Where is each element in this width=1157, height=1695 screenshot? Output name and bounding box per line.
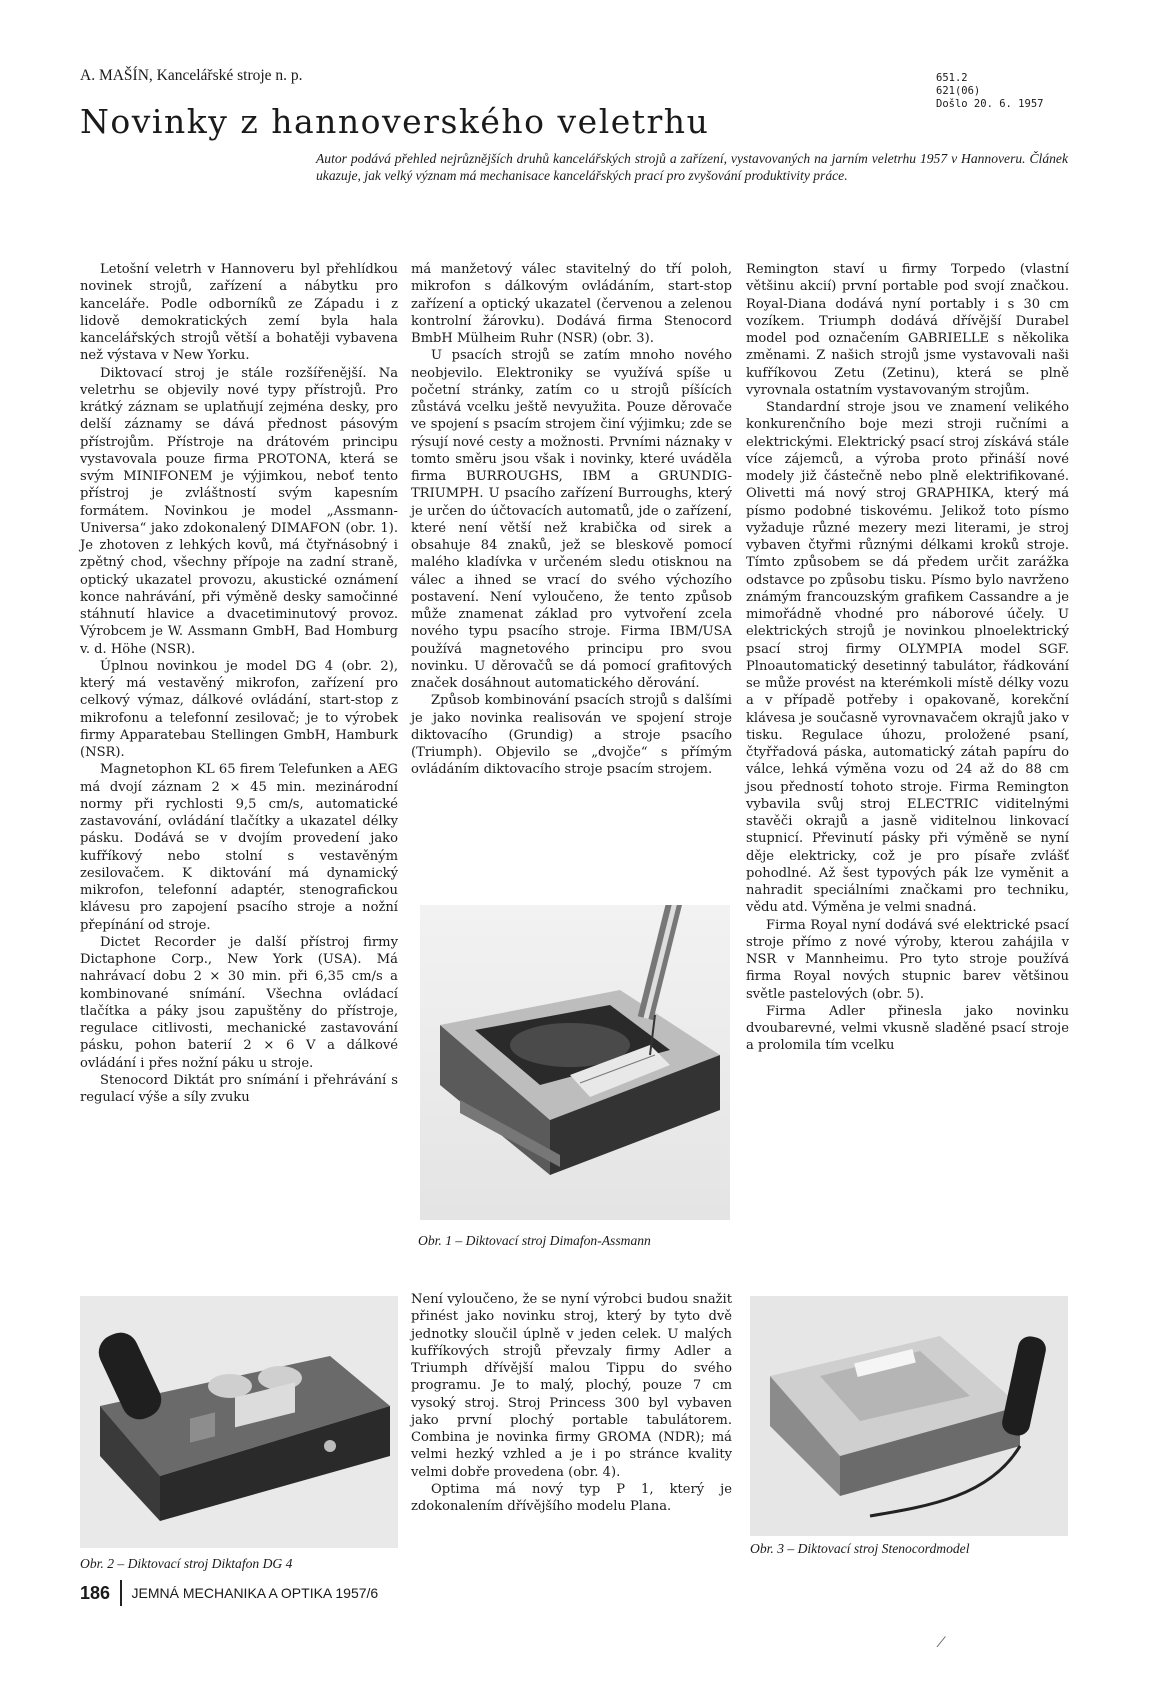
column-1: [80, 261, 398, 1106]
paragraph: Dictet Recorder je další přístroj firmy Dictaphone Corp., New York (USA). Má nahrávací dobu 2 × 30 min. při 6,35 cm/s a kombinované snímání. Všechna ovládací tlačítka a páky jsou zapuštěny do přístroje, regulace citlivosti, mechanické zastavování pásku, pohon baterií 2 × 6 V a dálkové ovládání i přes nožní páku u stroje.: [80, 934, 398, 1071]
paragraph: Remington staví u firmy Torpedo (vlastní většinu akcií) první portable pod svojí značkou. Royal-Diana dodává nyní portably i s 30 cm vozíkem. Triumph dodává dřívější Durabel model pod označením GABRIELLE s několika změnami. Z našich strojů jsme vystavovali naši kufříkovou Zetu (Zetinu), která se plně vyrovnala ostatním vystavovaným strojům.: [746, 262, 1069, 398]
footer-divider: [120, 1580, 122, 1606]
figure-3-caption: Obr. 3 – Diktovací stroj Stenocordmodel: [750, 1541, 970, 1556]
figure-1-caption: Obr. 1 – Diktovací stroj Dimafon-Assmann: [418, 1233, 651, 1248]
udc-code-1: 651.2: [936, 72, 968, 84]
paragraph: Úplnou novinkou je model DG 4 (obr. 2), který má vestavěný mikrofon, zařízení pro celkový výmaz, dálkové ovládání, start-stop z mikrofonu a telefonní zesilovač; je to výrobek firmy Apparatebau Stellingen GmbH, Hamburk (NSR).: [80, 658, 398, 760]
author-line: A. MAŠÍN, Kancelářské stroje n. p.: [80, 67, 303, 84]
paragraph: Způsob kombinování psacích strojů s dalšími je jako novinka realisován ve spojení stroje diktovacího (Grundig) a stroje psacího (Triumph). Objevilo se „dvojče“ s přímým ovládáním diktovacího stroje psacím strojem.: [411, 693, 732, 778]
figure-1-dimafon-photo: [420, 905, 730, 1220]
figure-2-caption: Obr. 2 – Diktovací stroj Diktafon DG 4: [80, 1556, 293, 1571]
paragraph: Diktovací stroj je stále rozšířenější. Na veletrhu se objevily nové typy přístrojů. Pro krátký záznam se uplatňují zejména desky, pro delší záznamy se dává přednost pásovým přístrojům. Přístroje na drátovém principu vystavovala pouze firma PROTONA, která se svým MINIFONEM je výjimkou, neboť tento přístroj je zvláštností svým kapesním formátem. Novinkou je model „Assmann-Universa“ jako zdokonalený DIMAFON (obr. 1). Je zhotoven z lehkých kovů, má čtyřnásobný i zpětný chod, všechny přípoje na zadní straně, optický ukazatel provozu, akustické oznámení konce nahrávání, při výměně desky samočinné stáhnutí hlavice a dvacetiminutový provoz. Výrobcem je W. Assmann GmbH, Bad Homburg v. d. Höhe (NSR).: [80, 365, 398, 657]
paragraph: má manžetový válec stavitelný do tří poloh, mikrofon s dálkovým ovládáním, start-stop zařízení a optický ukazatel (červenou a zelenou kontrolní žárovku). Dodává firma Stenocord BmbH Mülheim Ruhr (NSR) (obr. 3).: [411, 262, 732, 346]
page-footer: [80, 1580, 378, 1606]
column-3: [746, 261, 1069, 1055]
page-number: 186: [80, 1582, 111, 1603]
paragraph: Není vyloučeno, že se nyní výrobci budou snažit přinést jako novinku stroj, který by tyto dvě jednotky sloučil úplně v jeden celek. U malých kufříkových strojů převzaly firmy Adler a Triumph dřívější malou Tippu do svého programu. Je to malý, plochý, pouze 7 cm vysoký stroj. Stroj Princess 300 byl vybaven jako první plochý portable tabulátorem. Combina je novinka firmy GROMA (NDR); má velmi hezký vzhled a je i po stránce kvality velmi dobře provedena (obr. 4).: [411, 1292, 732, 1480]
pencil-mark: ⁄: [940, 1635, 943, 1651]
received-date: Došlo 20. 6. 1957: [936, 98, 1044, 110]
figure-3-stenocord-photo: [750, 1296, 1068, 1536]
figure-2-diktafon-photo: [80, 1296, 398, 1548]
abstract: Autor podává přehled nejrůznějších druhů kancelářských strojů a zařízení, vystavovaných na jarním veletrhu 1957 v Hannoveru. Článek ukazuje, jak velký význam má mechanisace kancelářských prací pro zvyšování produktivity práce.: [316, 151, 1068, 183]
classification-meta: [936, 72, 1043, 111]
article-title: Novinky z hannoverského veletrhu: [80, 102, 710, 141]
paragraph: Standardní stroje jsou ve znamení velikého konkurenčního boje mezi stroji ručními a elektrickými. Elektrický psací stroj získává stále více zájemců, a výroba proto přináší nové modely již částečně nebo plně elektrifikované. Olivetti má nový stroj GRAPHIKA, který má písmo podobné tiskovému. Jelikož toto písmo vyžaduje různé mezery mezi literami, je stroj vybaven čtyřmi různými délkami kroků stroje. Tímto způsobem se dá předem určit zarážka odstavce po způsobu tisku. Písmo bylo navrženo známým francouzským grafikem Cassandre a je mimořádně vhodné pro náborové účely. U elektrických strojů je novinkou plnoelektrický psací stroj firmy OLYMPIA model SGF. Plnoautomatický desetinný tabulátor, řádkování se může provést na kterémkoli místě délky vozu a v případě potřeby i opakovaně, korekční klávesa je současně vyrovnavačem okrajů jako v tisku. Regulace úhozu, proložené psaní, čtyřřadová páska, automatický zátah papíru do válce, lehká výměna vozu od 24 až do 88 cm jsou předností tohoto stroje. Firma Remington vybavila svůj stroj ELECTRIC viditelnými stavěči okrajů a jasně viditelnou linkovací stupnicí. Převinutí pásky při výměně se nyní děje elektricky, což je pro písaře zvlášť pohodlné. Až šest typových pák lze vyměnit a nahradit speciálními značkami pro techniku, vědu atd. Výměna je velmi snadná.: [746, 400, 1069, 916]
paragraph: Stenocord Diktát pro snímání i přehrávání s regulací výše a síly zvuku: [80, 1072, 398, 1105]
udc-code-2: 621(06): [936, 85, 981, 97]
journal-name: JEMNÁ MECHANIKA A OPTIKA 1957/6: [131, 1585, 379, 1601]
column-2: [411, 261, 732, 779]
paragraph: Letošní veletrh v Hannoveru byl přehlídkou novinek strojů, zařízení a nábytku pro kanceláře. Podle odborníků ze Západu i z lidově demokratických zemí byla hala kancelářských strojů větší a bohatěji vybavena než výstava v New Yorku.: [80, 262, 398, 364]
paragraph: Magnetophon KL 65 firem Telefunken a AEG má dvojí záznam 2 × 45 min. mezinárodní normy při rychlosti 9,5 cm/s, automatické zastavování, ovládání tlačítky a ukazatel délky pásku. Dodává se v dvojím provedení jako kufříkový nebo stolní s vestavěným zesilovačem. K diktování má dynamický mikrofon, telefonní adaptér, stenografickou klávesu pro zapojení psacího stroje a nožní přepínání od stroje.: [80, 762, 398, 933]
paragraph: Optima má nový typ P 1, který je zdokonalením dřívějšího modelu Plana.: [411, 1481, 732, 1514]
column-2-continued: [411, 1291, 732, 1515]
paragraph: Firma Royal nyní dodává své elektrické psací stroje přímo z nové výroby, kterou zahájila v NSR v Mannheimu. Pro tyto stroje používá firma Royal nových stupnic barev většinou světle pastelových (obr. 5).: [746, 917, 1069, 1002]
paragraph: U psacích strojů se zatím mnoho nového neobjevilo. Elektroniky se využívá spíše u početní stránky, zatím co u strojů píšících zůstává vcelku ještě nevyužita. Pouze děrovače ve spojení s psacím strojem činí výjimku; zde se rýsují nové cesty a možnosti. Prvními náznaky v tomto směru jsou však i novinky, které uváděla firma BURROUGHS, IBM a GRUNDIG-TRIUMPH. U psacího zařízení Burroughs, který je určen do účtovacích automatů, jde o zařízení, které není větší než krabička od sirek a obsahuje 84 znaků, jež se bleskově pomocí malého kladívka v určeném sledu otisknou na válec a ihned se vrací do svého výchozího postavení. Není vyloučeno, že tento způsob může znamenat základ pro vytvoření zcela nového typu psacího stroje. Firma IBM/USA používá magnetového principu pro svou novinku. U děrovačů se dá pomocí grafitových značek dosáhnout automatického děrování.: [411, 348, 732, 691]
paragraph: Firma Adler přinesla jako novinku dvoubarevné, velmi vkusně sladěné psací stroje a prolomila tím vcelku: [746, 1003, 1069, 1054]
